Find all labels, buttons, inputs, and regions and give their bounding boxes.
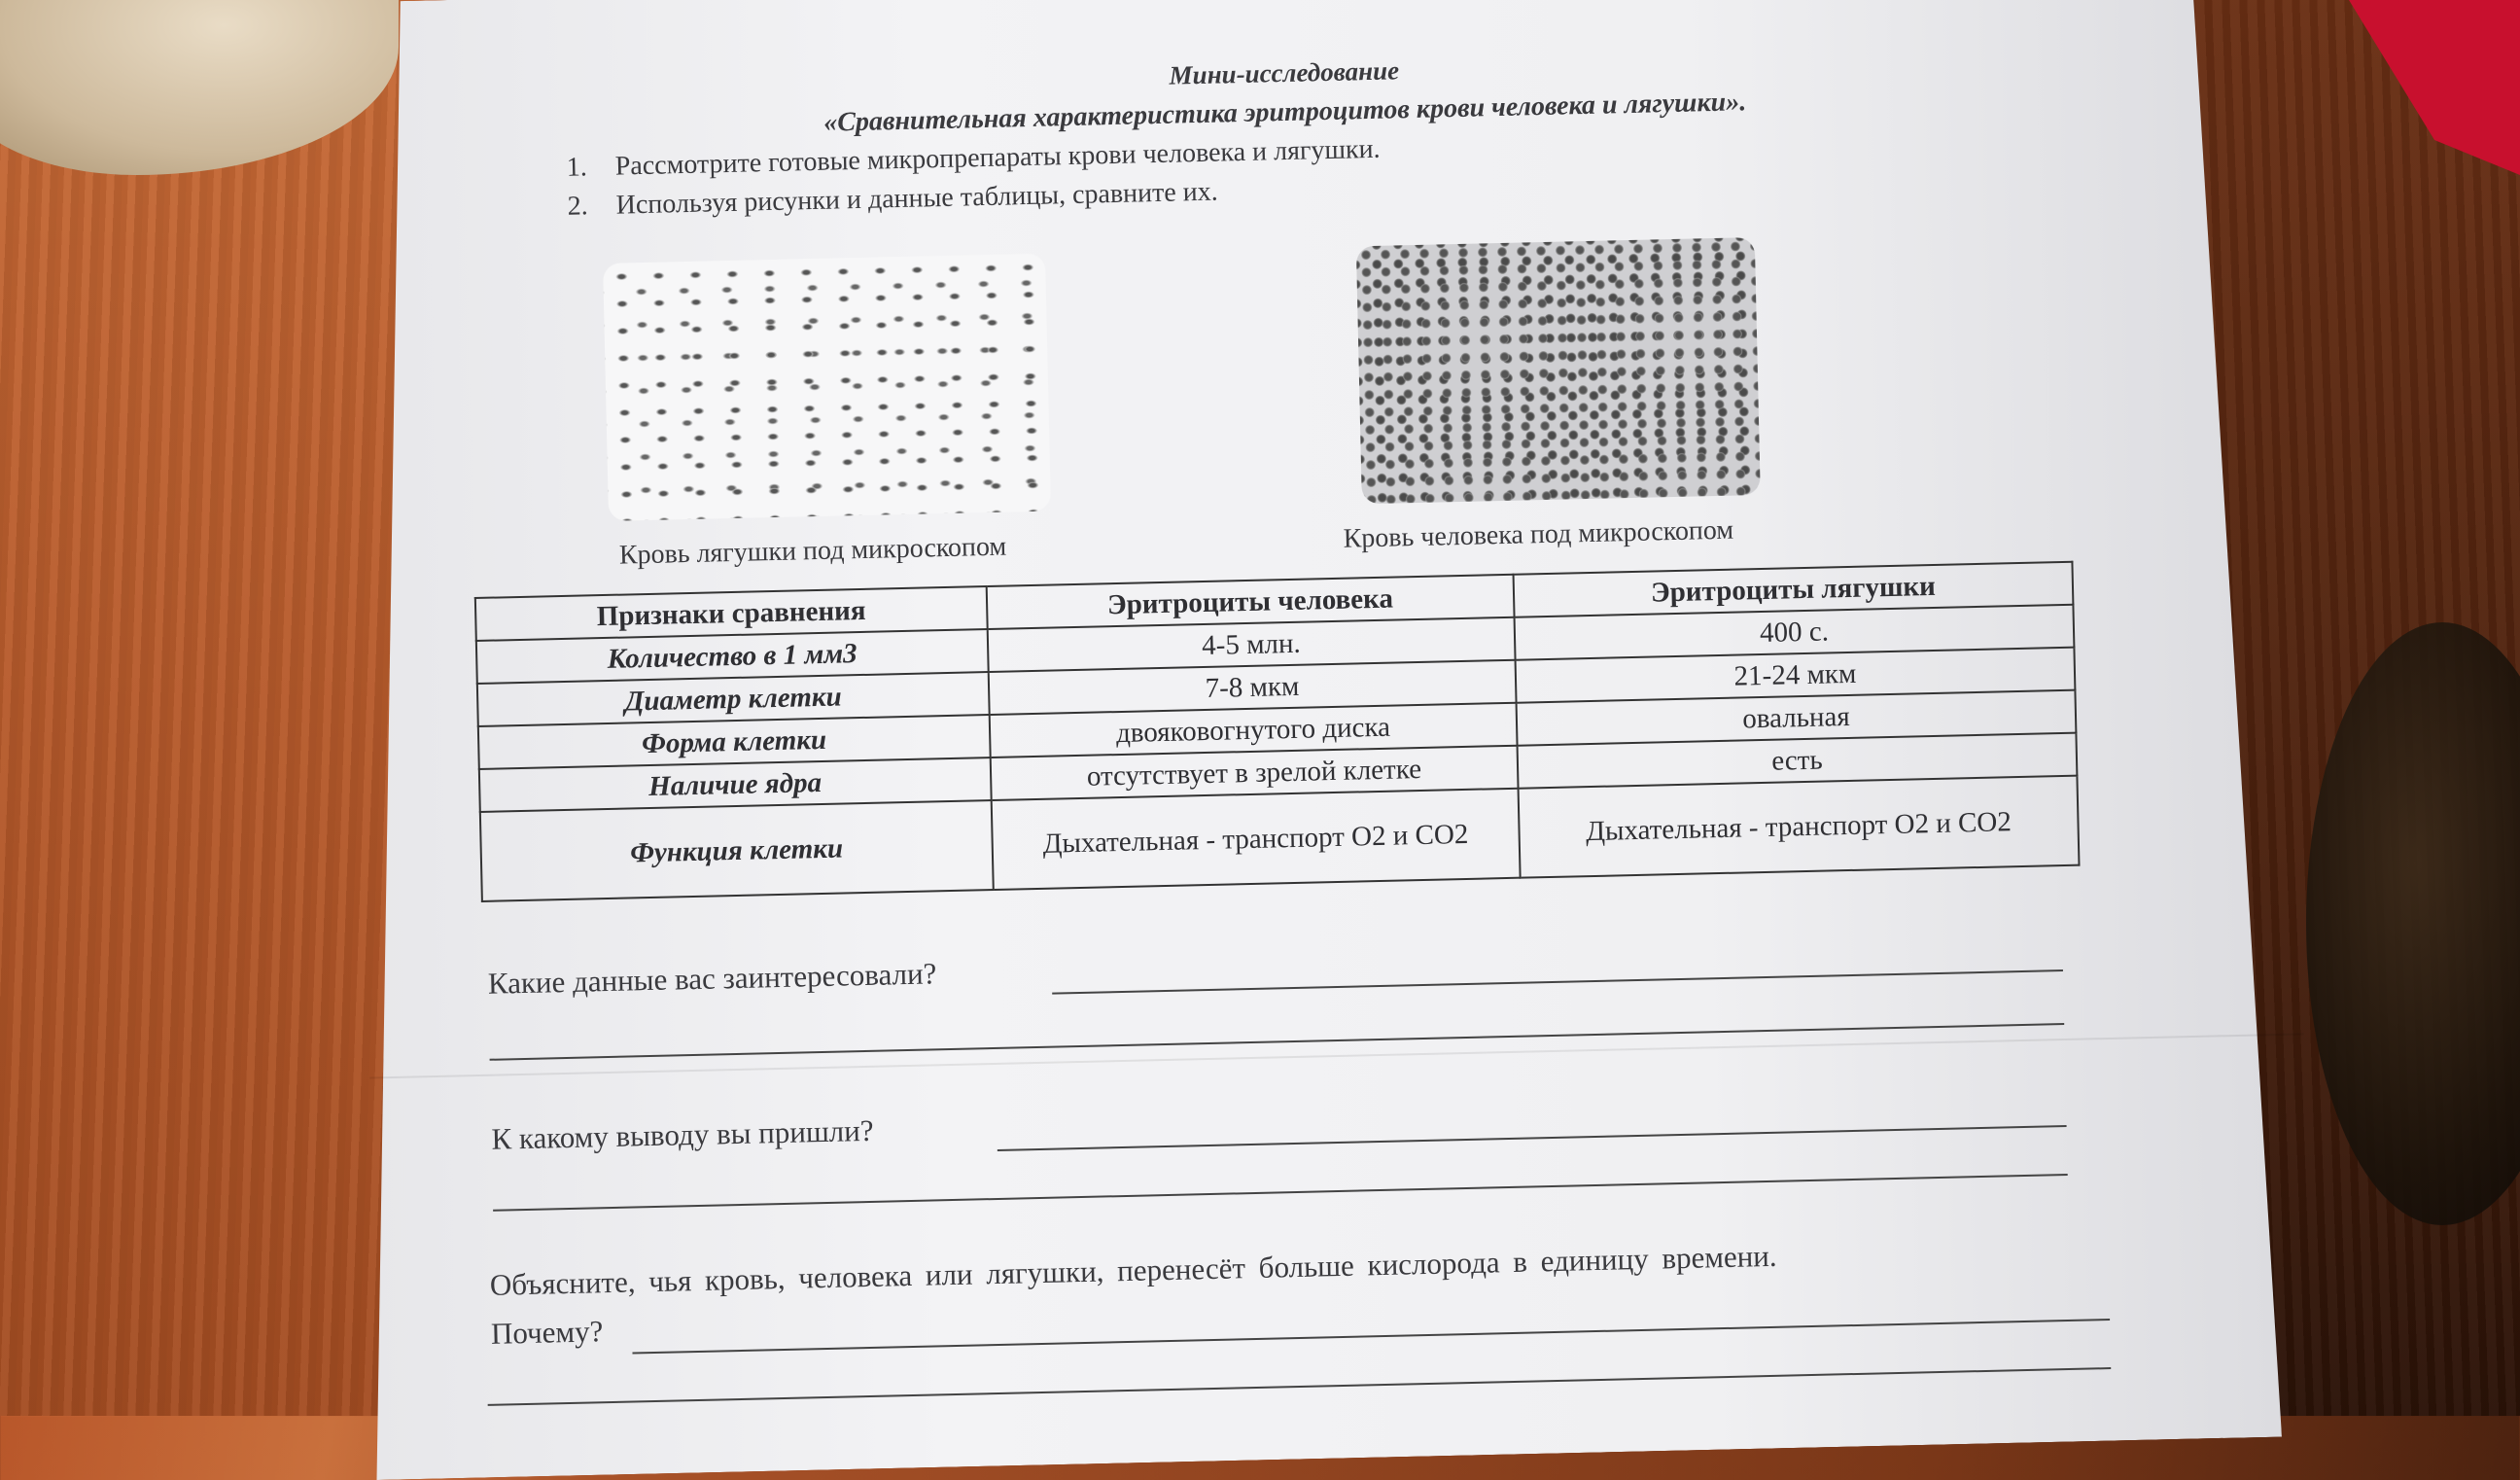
answer-line-2b[interactable]: [493, 1174, 2068, 1212]
header-human: Эритроциты человека: [986, 575, 1514, 629]
row-human-value: 7-8 мкм: [988, 660, 1516, 715]
instruction-text: Рассмотрите готовые микропрепараты крови человека и лягушки.: [614, 133, 1381, 182]
instruction-number: 2.: [567, 191, 589, 222]
question-3: Объясните, чья кровь, человека или лягушки, перенесёт больше кислорода в единицу времени.: [489, 1238, 1777, 1302]
instruction-text: Используя рисунки и данные таблицы, сравните их.: [615, 176, 1219, 221]
answer-line-3a[interactable]: [632, 1319, 2110, 1354]
instruction-number: 1.: [566, 152, 588, 183]
row-frog-value: есть: [1517, 733, 2077, 789]
row-frog-value: 400 с.: [1514, 605, 2074, 660]
row-feature: Форма клетки: [478, 715, 991, 769]
row-feature: Диаметр клетки: [477, 672, 990, 726]
question-3-why: Почему?: [490, 1314, 604, 1351]
answer-line-2a[interactable]: [998, 1125, 2067, 1151]
row-feature: Функция клетки: [480, 800, 994, 901]
question-2: К какому выводу вы пришли?: [491, 1112, 874, 1156]
row-feature: Наличие ядра: [479, 758, 992, 812]
header-feature: Признаки сравнения: [475, 586, 988, 641]
instruction-2: [567, 177, 1218, 223]
frog-caption: Кровь лягушки под микроскопом: [618, 531, 1007, 571]
wooden-table-left: [0, 0, 408, 1416]
answer-line-1b[interactable]: [490, 1023, 2065, 1061]
row-frog-value: овальная: [1516, 690, 2076, 746]
row-human-value: Дыхательная - транспорт О2 и СО2: [991, 789, 1520, 890]
row-human-value: отсутствует в зрелой клетке: [990, 746, 1518, 800]
worksheet-title: Мини-исследование: [1169, 55, 1400, 90]
row-frog-value: Дыхательная - транспорт О2 и СО2: [1518, 776, 2079, 878]
row-feature: Количество в 1 мм3: [476, 629, 989, 684]
question-1: Какие данные вас заинтересовали?: [487, 956, 937, 1001]
row-frog-value: 21-24 мкм: [1515, 648, 2075, 703]
row-human-value: двояковогнутого диска: [989, 703, 1517, 758]
comparison-table: [474, 561, 2081, 902]
frog-blood-micrograph: [603, 254, 1051, 521]
worksheet-content: [457, 20, 2140, 1399]
header-frog: Эритроциты лягушки: [1513, 562, 2073, 617]
human-caption: Кровь человека под микроскопом: [1343, 514, 1734, 554]
worksheet-subtitle: «Сравнительная характеристика эритроцитов крови человека и лягушки».: [822, 87, 1747, 138]
row-human-value: 4-5 млн.: [987, 617, 1515, 672]
human-blood-micrograph: [1356, 237, 1761, 504]
answer-line-1a[interactable]: [1052, 969, 2063, 995]
